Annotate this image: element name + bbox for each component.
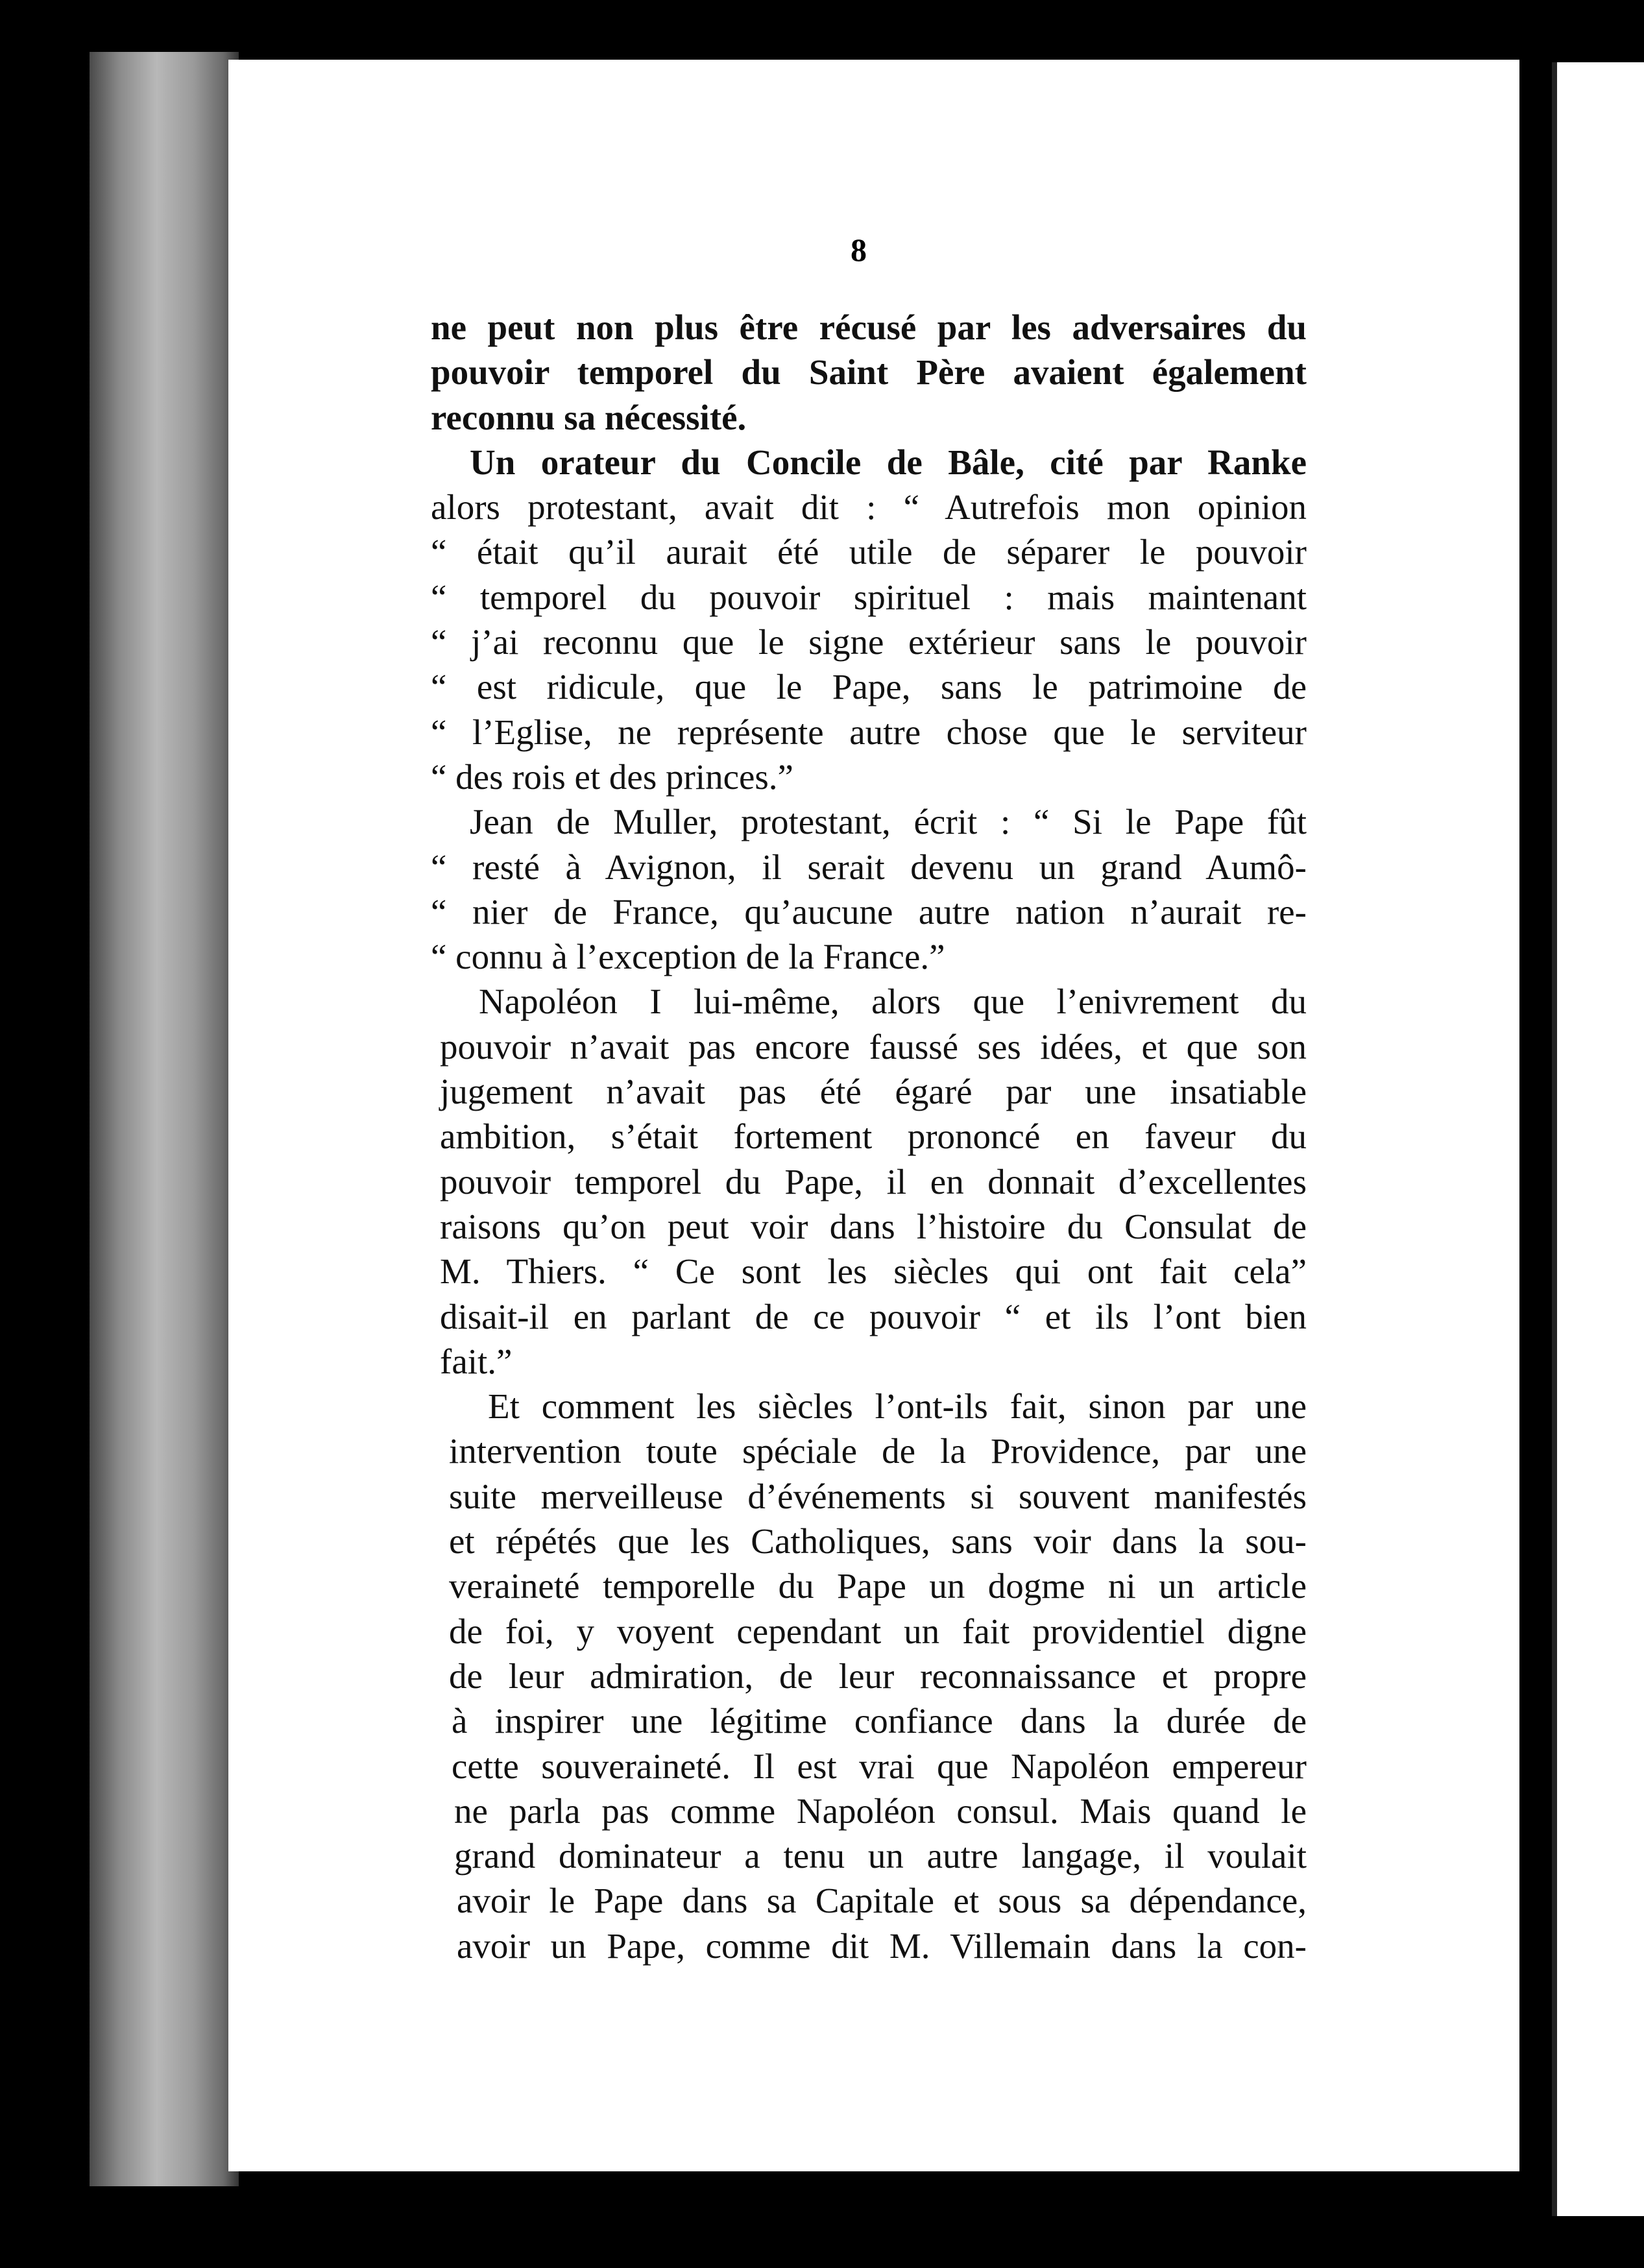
text-line: jugement n’avait pas été égaré par une insatiable — [440, 1072, 1307, 1112]
text-line: suite merveilleuse d’événements si souvent manifestés — [449, 1476, 1307, 1516]
book-spine-edge — [90, 52, 239, 2186]
text-line: “ connu à l’exception de la France.” — [431, 937, 945, 977]
text-line: intervention toute spéciale de la Providence, par une — [449, 1431, 1307, 1471]
text-line: avoir un Pape, comme dit M. Villemain dans la con- — [457, 1925, 1307, 1966]
text-line: disait-il en parlant de ce pouvoir “ et ils l’ont bien — [440, 1296, 1307, 1336]
text-line: “ l’Eglise, ne représente autre chose que le serviteur — [431, 712, 1307, 752]
text-line: Un orateur du Concile de Bâle, cité par Ranke — [470, 442, 1307, 482]
text-line: ne parla pas comme Napoléon consul. Mais quand le — [454, 1791, 1307, 1831]
text-line: raisons qu’on peut voir dans l’histoire du Consulat de — [440, 1206, 1307, 1246]
text-line: “ des rois et des princes.” — [431, 756, 793, 797]
text-line: “ est ridicule, que le Pape, sans le patrimoine de — [431, 667, 1307, 707]
text-line: “ était qu’il aurait été utile de séparer le pouvoir — [431, 532, 1307, 572]
text-line: “ j’ai reconnu que le signe extérieur sans le pouvoir — [431, 622, 1307, 662]
page-text — [431, 305, 1307, 1968]
text-line: de leur admiration, de leur reconnaissance et propre — [449, 1656, 1307, 1696]
text-line: reconnu sa nécessité. — [431, 397, 747, 437]
text-line: veraineté temporelle du Pape un dogme ni un article — [449, 1566, 1307, 1606]
text-line: de foi, y voyent cependant un fait providentiel digne — [449, 1611, 1307, 1651]
text-line: “ temporel du pouvoir spirituel : mais maintenant — [431, 577, 1307, 617]
text-line: avoir le Pape dans sa Capitale et sous sa dépendance, — [457, 1881, 1307, 1921]
text-line: Jean de Muller, protestant, écrit : “ Si le Pape fût — [470, 802, 1307, 842]
text-line: M. Thiers. “ Ce sont les siècles qui ont fait cela” — [440, 1251, 1307, 1292]
text-line: Napoléon I lui-même, alors que l’enivrement du — [479, 982, 1307, 1022]
page-number: 8 — [851, 232, 867, 268]
facing-page-edge — [1552, 62, 1644, 2216]
text-line: à inspirer une légitime confiance dans la durée de — [452, 1701, 1307, 1741]
text-line: et répétés que les Catholiques, sans voir dans la sou- — [449, 1521, 1307, 1562]
text-line: pouvoir n’avait pas encore faussé ses idées, et que son — [440, 1026, 1307, 1067]
text-line: “ nier de France, qu’aucune autre nation n’aurait re- — [431, 891, 1307, 932]
text-line: pouvoir temporel du Saint Père avaient également — [431, 352, 1307, 392]
text-line: ambition, s’était fortement prononcé en faveur du — [440, 1116, 1307, 1157]
text-line: cette souveraineté. Il est vrai que Napoléon empereur — [452, 1746, 1307, 1786]
text-line: “ resté à Avignon, il serait devenu un grand Aumô- — [431, 847, 1307, 887]
text-line: pouvoir temporel du Pape, il en donnait d’excellentes — [440, 1161, 1307, 1201]
text-line: fait.” — [440, 1341, 513, 1381]
text-line: grand dominateur a tenu un autre langage, il voulait — [454, 1836, 1307, 1876]
text-line: Et comment les siècles l’ont-ils fait, sinon par une — [488, 1386, 1307, 1427]
text-line: ne peut non plus être récusé par les adversaires du — [431, 308, 1307, 347]
text-line: alors protestant, avait dit : “ Autrefois mon opinion — [431, 487, 1307, 527]
